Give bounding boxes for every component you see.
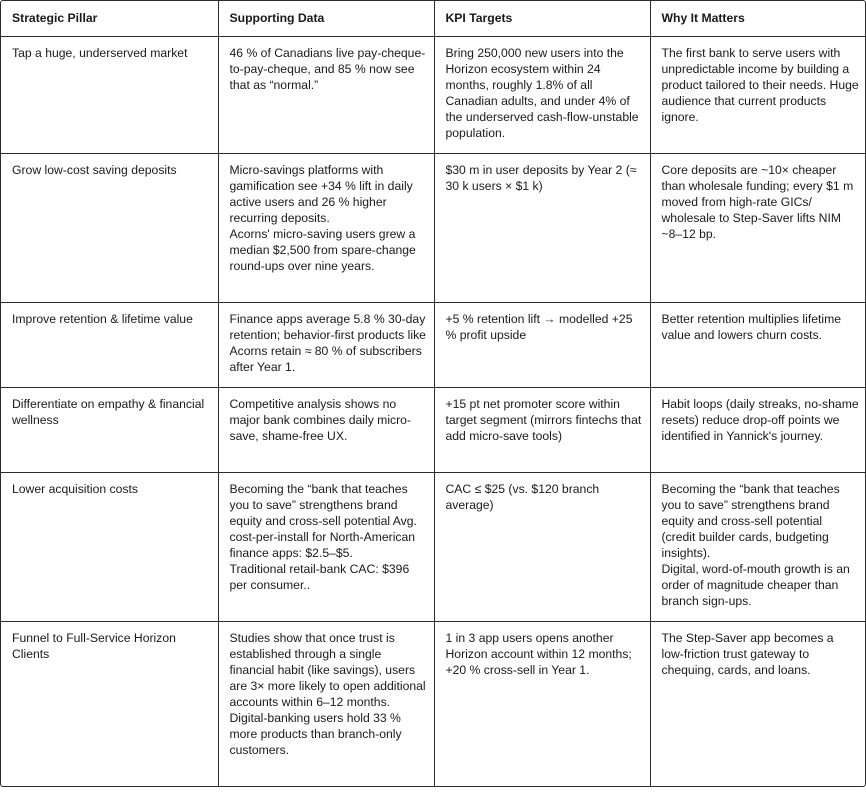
- cell-pillar: [1, 388, 218, 473]
- cell-supporting-data: [218, 154, 434, 303]
- cell-pillar: [1, 303, 218, 388]
- why-text: Becoming the “bank that teaches you to save” strengthens brand equity and cross-sell potential (credit builder cards, budgeting insights). Digital, word-of-mouth growth is an order of magnitude cheaper than branch sign-ups.: [661, 482, 850, 608]
- cell-kpi: [434, 37, 650, 154]
- why-text: The Step-Saver app becomes a low-friction trust gateway to chequing, cards, and loans.: [661, 631, 834, 677]
- header-why-it-matters: Why It Matters: [650, 1, 865, 37]
- why-text: Core deposits are ~10× cheaper than wholesale funding; every $1 m moved from high-rate GICs/ wholesale to Step-Saver lifts NIM ~8–12 bp.: [661, 163, 854, 241]
- why-text: Better retention multiplies lifetime value and lowers churn costs.: [661, 312, 842, 342]
- pillar-text: Funnel to Full-Service Horizon Clients: [12, 631, 176, 661]
- header-kpi-targets: KPI Targets: [434, 1, 650, 37]
- cell-kpi: [434, 303, 650, 388]
- cell-kpi: [434, 473, 650, 622]
- cell-pillar: [1, 154, 218, 303]
- cell-pillar: [1, 473, 218, 622]
- cell-why: [650, 37, 865, 154]
- table-row: [1, 622, 865, 787]
- cell-why: [650, 388, 865, 473]
- table-row: [1, 37, 865, 154]
- supporting-data-text: Studies show that once trust is established through a single financial habit (like savings), users are 3× more likely to open additional accounts within 6–12 months. Digital-banking users hold 33 % more products than branch-only customers.: [229, 631, 426, 757]
- header-supporting-data: Supporting Data: [218, 1, 434, 37]
- supporting-data-text: Competitive analysis shows no major bank combines daily micro-save, shame-free UX.: [229, 397, 412, 443]
- why-text: Habit loops (daily streaks, no-shame resets) reduce drop-off points we identified in Yannick's journey.: [661, 397, 859, 443]
- cell-supporting-data: [218, 473, 434, 622]
- cell-why: [650, 622, 865, 787]
- kpi-text: Bring 250,000 new users into the Horizon ecosystem within 24 months, roughly 1.8% of all Canadian adults, and under 4% of the underserved cash-flow-unstable population.: [445, 46, 639, 140]
- table-row: [1, 154, 865, 303]
- kpi-text: CAC ≤ $25 (vs. $120 branch average): [445, 482, 600, 512]
- pillar-text: Lower acquisition costs: [12, 482, 138, 496]
- table-header-row: [1, 1, 865, 37]
- kpi-text: +5 % retention lift → modelled +25 % profit upside: [445, 312, 633, 342]
- pillar-text: Grow low-cost saving deposits: [12, 163, 177, 177]
- supporting-data-text: Becoming the “bank that teaches you to save” strengthens brand equity and cross-sell potential Avg. cost-per-install for North-American finance apps: $2.5–$5. Traditional retail-bank CAC: $396 per consumer..: [229, 482, 417, 592]
- why-text: The first bank to serve users with unpredictable income by building a product tailored to their needs. Huge audience that current products ignore.: [661, 46, 859, 124]
- table-row: [1, 303, 865, 388]
- pillar-text: Improve retention & lifetime value: [12, 312, 193, 326]
- header-strategic-pillar: Strategic Pillar: [1, 1, 218, 37]
- pillar-text: Differentiate on empathy & financial wellness: [12, 397, 205, 427]
- cell-kpi: [434, 154, 650, 303]
- supporting-data-text: Micro-savings platforms with gamification see +34 % lift in daily active users and 26 % higher recurring deposits. Acorns' micro-saving users grew a median $2,500 from spare-change round-ups over nine years.: [229, 163, 416, 273]
- cell-supporting-data: [218, 388, 434, 473]
- table-row: [1, 473, 865, 622]
- kpi-text: 1 in 3 app users opens another Horizon account within 12 months; +20 % cross-sell in Year 1.: [445, 631, 632, 677]
- cell-supporting-data: [218, 622, 434, 787]
- cell-pillar: [1, 37, 218, 154]
- cell-kpi: [434, 388, 650, 473]
- kpi-text: $30 m in user deposits by Year 2 (≈ 30 k users × $1 k): [445, 163, 637, 193]
- kpi-text: +15 pt net promoter score within target segment (mirrors fintechs that add micro-save tools): [445, 397, 642, 443]
- strategy-table: [1, 1, 865, 786]
- cell-kpi: [434, 622, 650, 787]
- cell-why: [650, 154, 865, 303]
- supporting-data-text: 46 % of Canadians live pay-cheque-to-pay-cheque, and 85 % now see that as “normal.”: [229, 46, 426, 92]
- cell-supporting-data: [218, 303, 434, 388]
- cell-why: [650, 473, 865, 622]
- cell-pillar: [1, 622, 218, 787]
- cell-supporting-data: [218, 37, 434, 154]
- supporting-data-text: Finance apps average 5.8 % 30-day retention; behavior-first products like Acorns retain ≈ 80 % of subscribers after Year 1.: [229, 312, 426, 374]
- cell-why: [650, 303, 865, 388]
- table-row: [1, 388, 865, 473]
- pillar-text: Tap a huge, underserved market: [12, 46, 188, 60]
